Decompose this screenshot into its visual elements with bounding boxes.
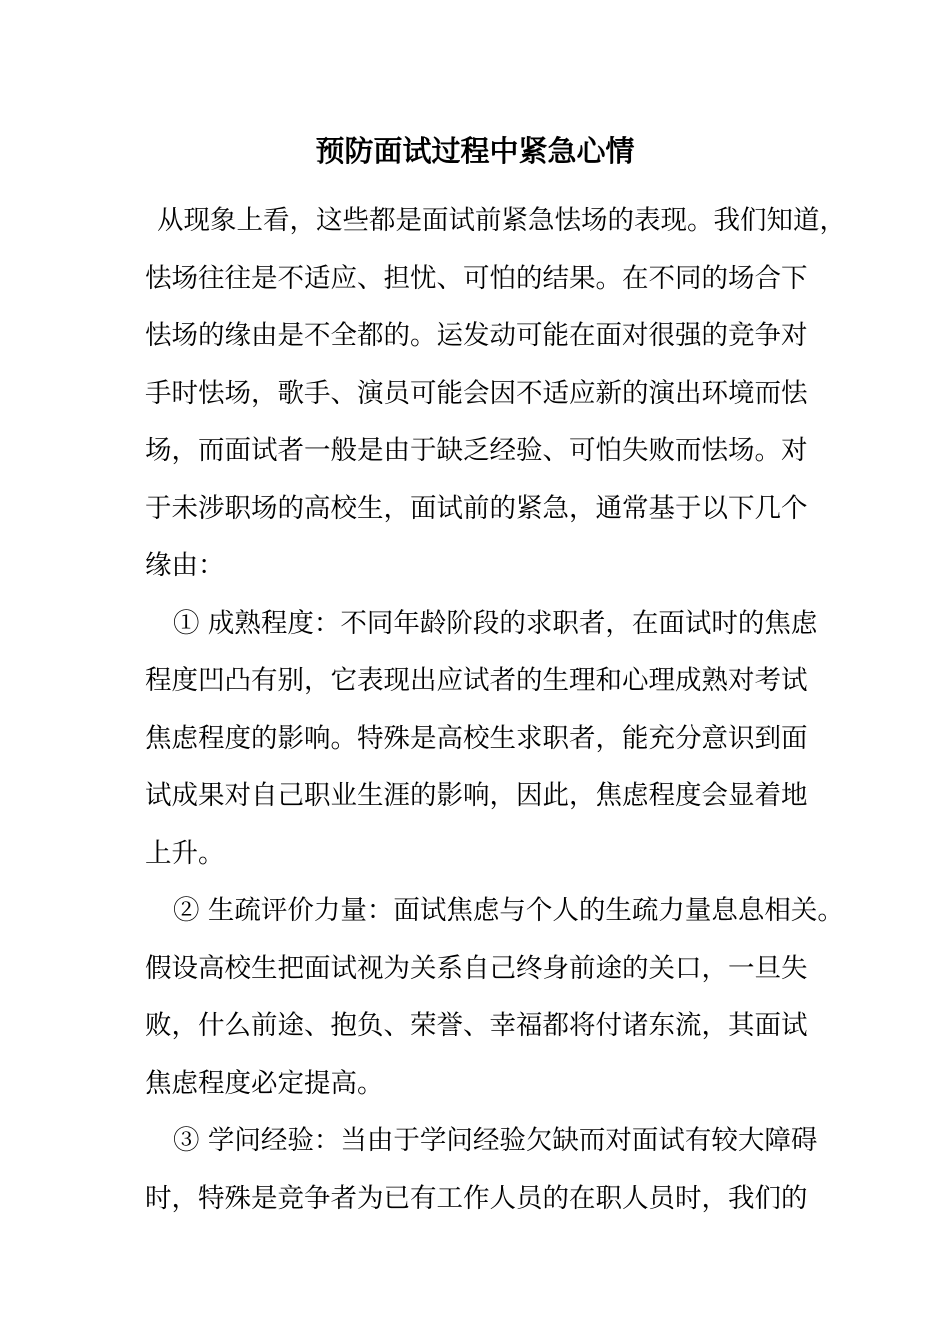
list-item-line: ② 生疏评价力量：面试焦虑与个人的生疏力量息息相关。: [173, 895, 844, 926]
list-item-line: 上升。: [145, 837, 225, 869]
paragraph-line: 从现象上看，这些都是面试前紧急怯场的表现。我们知道，: [157, 205, 846, 236]
list-item-line: 时，特殊是竞争者为已有工作人员的在职人员时，我们的: [145, 1182, 808, 1214]
document-body: [145, 198, 846, 1233]
paragraph-line: 场，而面试者一般是由于缺乏经验、可怕失败而怯场。对: [145, 435, 808, 466]
list-item-line: 试成果对自己职业生涯的影响，因此，焦虑程度会显着地: [145, 780, 808, 811]
paragraph-line: 怯场的缘由是不全都的。运发动可能在面对很强的竞争对: [145, 320, 808, 351]
list-item-line: 焦虑程度的影响。特殊是高校生求职者，能充分意识到面: [145, 722, 808, 754]
list-item-line: 程度凹凸有别，它表现出应试者的生理和心理成熟对考试: [145, 665, 808, 696]
list-item-line: ① 成熟程度：不同年龄阶段的求职者，在面试时的焦虑: [173, 607, 818, 639]
list-item-line: ③ 学问经验：当由于学问经验欠缺而对面试有较大障碍: [173, 1125, 818, 1156]
paragraph-line: 缘由：: [145, 550, 225, 581]
list-item-line: 败，什么前途、抱负、荣誉、幸福都将付诸东流，其面试: [145, 1010, 808, 1041]
paragraph-line: 怯场往往是不适应、担忧、可怕的结果。在不同的场合下: [145, 262, 808, 294]
paragraph-line: 手时怯场，歌手、演员可能会因不适应新的演出环境而怯: [145, 377, 808, 409]
paragraph-line: 于未涉职场的高校生，面试前的紧急，通常基于以下几个: [145, 492, 808, 524]
list-item-line: 焦虑程度必定提高。: [145, 1067, 384, 1099]
document-title: 预防面试过程中紧急心情: [315, 134, 635, 168]
list-item-line: 假设高校生把面试视为关系自己终身前途的关口，一旦失: [145, 952, 808, 984]
